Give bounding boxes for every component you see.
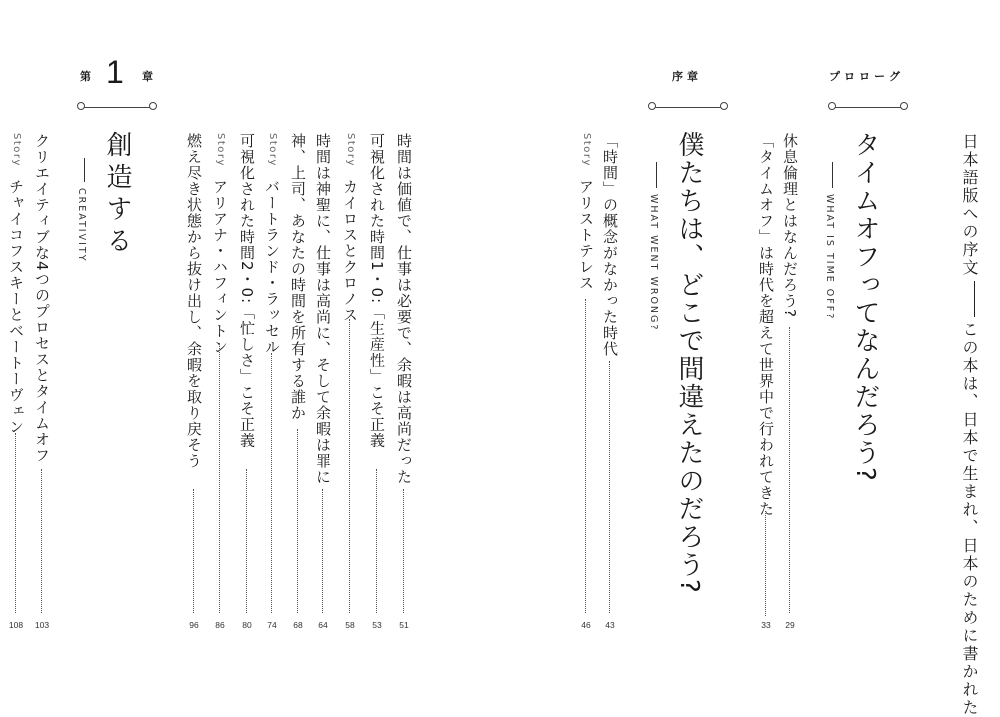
toc-entry[interactable]: [339, 133, 361, 629]
toc-entry[interactable]: [779, 133, 801, 629]
preface-title: 日本語版への序文この本は、日本で生まれ、日本のために書かれた: [960, 133, 979, 717]
chapter1-heading: 創造する: [102, 131, 132, 259]
toc-entry[interactable]: [209, 133, 231, 629]
toc-entry-title: 神、上司、あなたの時間を所有する誰か: [289, 133, 307, 421]
toc-entry[interactable]: [575, 133, 597, 629]
page-number: 74: [267, 620, 277, 630]
page-number: 80: [242, 620, 252, 630]
toc-entry[interactable]: [755, 133, 777, 629]
page-number: 108: [8, 620, 24, 630]
introduction-label: 序章: [672, 70, 702, 83]
toc-entry-title: アリアナ・ハフィントン: [211, 179, 229, 355]
page-number: 46: [581, 620, 591, 630]
toc-entry-title: クリエイティブな4つのプロセスとタイムオフ: [33, 133, 51, 464]
prologue-heading: タイムオフってなんだろう?: [850, 131, 880, 483]
toc-entry[interactable]: [5, 133, 27, 629]
story-label: Story: [11, 133, 22, 167]
toc-entry-title: 燃え尽き状態から抜け出し、余暇を取り戻そう: [185, 133, 203, 469]
toc-entry[interactable]: [261, 133, 283, 629]
prologue-label: プロローグ: [829, 70, 904, 83]
toc-entry-title: 「時間」の概念がなかった時代: [601, 133, 619, 357]
toc-entry-title: 時間は神聖に、仕事は高尚に、そして余暇は罪に: [314, 133, 332, 485]
toc-entry-title: カイロスとクロノス: [341, 179, 359, 323]
page-number: 103: [34, 620, 50, 630]
chapter1-ornament: [77, 101, 157, 113]
toc-entry[interactable]: [31, 133, 53, 629]
toc-entry[interactable]: [236, 133, 258, 629]
toc-entry-title: 時間は価値で、仕事は必要で、余暇は高尚だった: [395, 133, 413, 485]
toc-entry-title: 「タイムオフ」は時代を超えて世界中で行われてきた: [757, 133, 775, 517]
toc-entry-title: チャイコフスキーとベートーヴェン: [7, 179, 25, 435]
page-number: 53: [372, 620, 382, 630]
chapter1-subheading: CREATIVITY: [76, 158, 87, 263]
chapter-label: 第 1 章: [80, 54, 153, 90]
toc-entry-title: バートランド・ラッセル: [263, 179, 281, 355]
toc-entry[interactable]: [312, 133, 334, 629]
page-number: 29: [785, 620, 795, 630]
story-label: Story: [581, 133, 592, 167]
toc-entry-title: 休息倫理とはなんだろう?: [781, 133, 799, 318]
page-number: 33: [761, 620, 771, 630]
prologue-ornament: [828, 101, 908, 113]
page-number: 68: [293, 620, 303, 630]
page-number: 96: [189, 620, 199, 630]
toc-entry[interactable]: [183, 133, 205, 629]
page-number: 58: [345, 620, 355, 630]
toc-entry-title: 可視化された時間2・0:「忙しさ」こそ正義: [238, 133, 256, 449]
page-number: 86: [215, 620, 225, 630]
page-number: 64: [318, 620, 328, 630]
page-number: 51: [399, 620, 409, 630]
introduction-subheading: WHAT WENT WRONG?: [648, 162, 659, 331]
toc-entry[interactable]: [366, 133, 388, 629]
toc-entry[interactable]: [599, 133, 621, 629]
story-label: Story: [345, 133, 356, 167]
toc-entry-title: 可視化された時間1・0:「生産性」こそ正義: [368, 133, 386, 449]
toc-entry-title: アリストテレス: [577, 179, 595, 291]
toc-entry[interactable]: [287, 133, 309, 629]
page-number: 43: [605, 620, 615, 630]
story-label: Story: [267, 133, 278, 167]
story-label: Story: [215, 133, 226, 167]
introduction-ornament: [648, 101, 728, 113]
introduction-heading: 僕たちは、どこで間違えたのだろう?: [674, 131, 704, 595]
prologue-subheading: WHAT IS TIME OFF?: [824, 162, 835, 320]
toc-entry[interactable]: [393, 133, 415, 629]
